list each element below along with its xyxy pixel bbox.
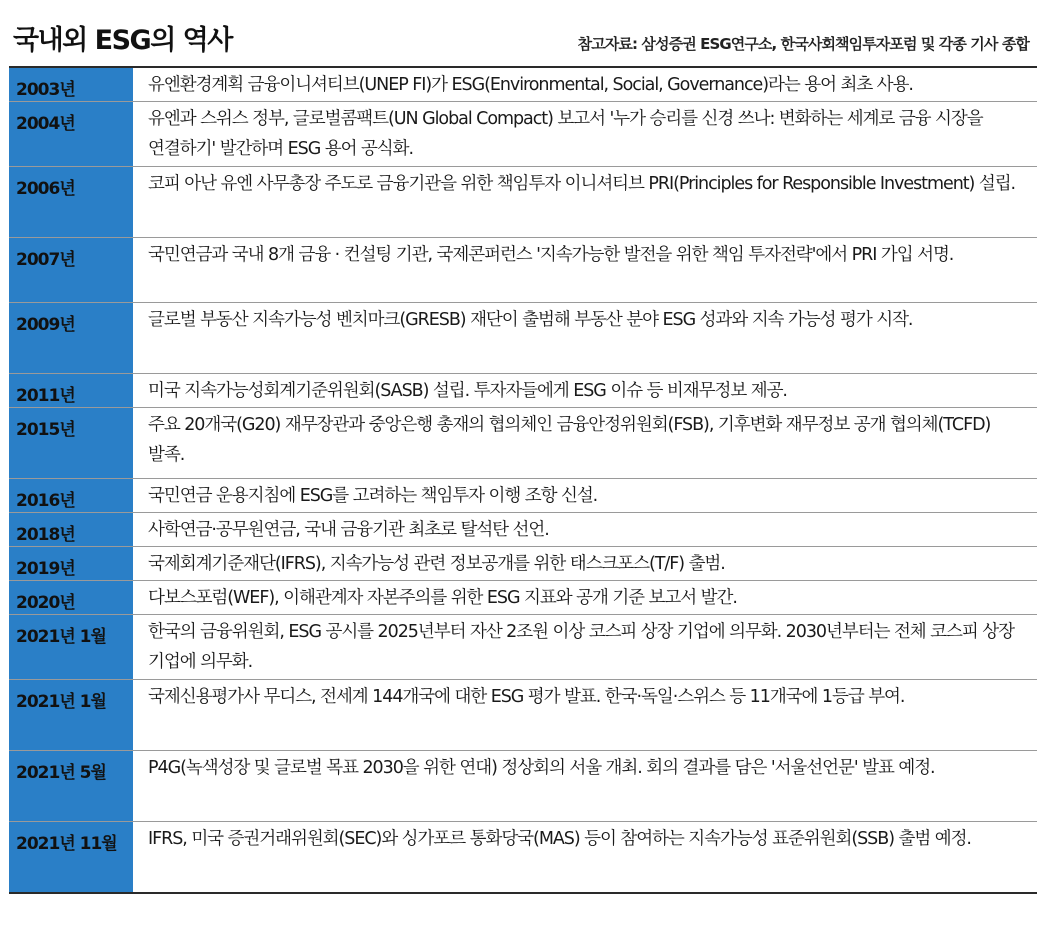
source-note: 참고자료: 삼성증권 ESG연구소, 한국사회책임투자포럼 및 각종 기사 종합 — [577, 35, 1029, 53]
table-row — [9, 68, 1037, 102]
description-cell: P4G(녹색성장 및 글로벌 목표 2030을 위한 연대) 정상회의 서울 개최. 회의 결과를 담은 '서울선언문' 발표 예정. — [148, 758, 935, 778]
description-cell: 유엔과 스위스 정부, 글로벌콤팩트(UN Global Compact) 보고서 '누가 승리를 신경 쓰나: 변화하는 세계로 금융 시장을 연결하기' 발간하며 ESG 용어 공식화. — [148, 109, 983, 159]
year-cell: 2007년 — [9, 238, 134, 302]
description-cell: 국민연금 운용지침에 ESG를 고려하는 책임투자 이행 조항 신설. — [148, 486, 598, 506]
description-cell: IFRS, 미국 증권거래위원회(SEC)와 싱가포르 통화당국(MAS) 등이 참여하는 지속가능성 표준위원회(SSB) 출범 예정. — [148, 829, 971, 849]
description-cell: 다보스포럼(WEF), 이해관계자 자본주의를 위한 ESG 지표와 공개 기준 보고서 발간. — [148, 588, 737, 608]
year-cell: 2019년 — [9, 547, 134, 580]
table-row — [9, 581, 1037, 615]
description-cell: 유엔환경계획 금융이니셔티브(UNEP FI)가 ESG(Environmental, Social, Governance)라는 용어 최초 사용. — [148, 75, 913, 95]
year-cell: 2016년 — [9, 479, 134, 512]
description-cell: 국제신용평가사 무디스, 전세계 144개국에 대한 ESG 평가 발표. 한국·독일·스위스 등 11개국에 1등급 부여. — [148, 687, 905, 707]
year-cell: 2004년 — [9, 102, 134, 166]
year-cell: 2009년 — [9, 303, 134, 373]
year-cell: 2003년 — [9, 68, 134, 101]
description-cell: 미국 지속가능성회계기준위원회(SASB) 설립. 투자자들에게 ESG 이슈 등 비재무정보 제공. — [148, 381, 787, 401]
table-row — [9, 167, 1037, 238]
table-row — [9, 374, 1037, 408]
history-table — [9, 66, 1037, 894]
year-cell: 2021년 5월 — [9, 751, 134, 821]
table-row — [9, 408, 1037, 479]
header — [9, 0, 1037, 66]
year-cell: 2021년 1월 — [9, 615, 134, 679]
table-row — [9, 238, 1037, 303]
year-cell: 2021년 11월 — [9, 822, 134, 892]
table-row — [9, 615, 1037, 680]
table-row — [9, 102, 1037, 167]
table-row — [9, 303, 1037, 374]
table-row — [9, 547, 1037, 581]
description-cell: 국민연금과 국내 8개 금융 · 컨설팅 기관, 국제콘퍼런스 '지속가능한 발전을 위한 책임 투자전략'에서 PRI 가입 서명. — [148, 245, 954, 265]
year-cell: 2006년 — [9, 167, 134, 237]
description-cell: 한국의 금융위원회, ESG 공시를 2025년부터 자산 2조원 이상 코스피 상장 기업에 의무화. 2030년부터는 전체 코스피 상장 기업에 의무화. — [148, 622, 1014, 672]
table-row — [9, 822, 1037, 892]
table-row — [9, 479, 1037, 513]
description-cell: 코피 아난 유엔 사무총장 주도로 금융기관을 위한 책임투자 이니셔티브 PRI(Principles for Responsible Investment) 설립. — [148, 174, 1016, 194]
description-cell: 글로벌 부동산 지속가능성 벤치마크(GRESB) 재단이 출범해 부동산 분야 ESG 성과와 지속 가능성 평가 시작. — [148, 310, 913, 330]
description-cell: 사학연금·공무원연금, 국내 금융기관 최초로 탈석탄 선언. — [148, 520, 549, 540]
description-cell: 국제회계기준재단(IFRS), 지속가능성 관련 정보공개를 위한 태스크포스(T/F) 출범. — [148, 554, 725, 574]
page-title: 국내외 ESG의 역사 — [13, 25, 232, 56]
table-row — [9, 680, 1037, 751]
description-cell: 주요 20개국(G20) 재무장관과 중앙은행 총재의 협의체인 금융안정위원회(FSB), 기후변화 재무정보 공개 협의체(TCFD) 발족. — [148, 415, 991, 465]
year-cell: 2015년 — [9, 408, 134, 478]
year-cell: 2011년 — [9, 374, 134, 407]
year-cell: 2018년 — [9, 513, 134, 546]
year-cell: 2020년 — [9, 581, 134, 614]
table-row — [9, 751, 1037, 822]
table-row — [9, 513, 1037, 547]
year-cell: 2021년 1월 — [9, 680, 134, 750]
